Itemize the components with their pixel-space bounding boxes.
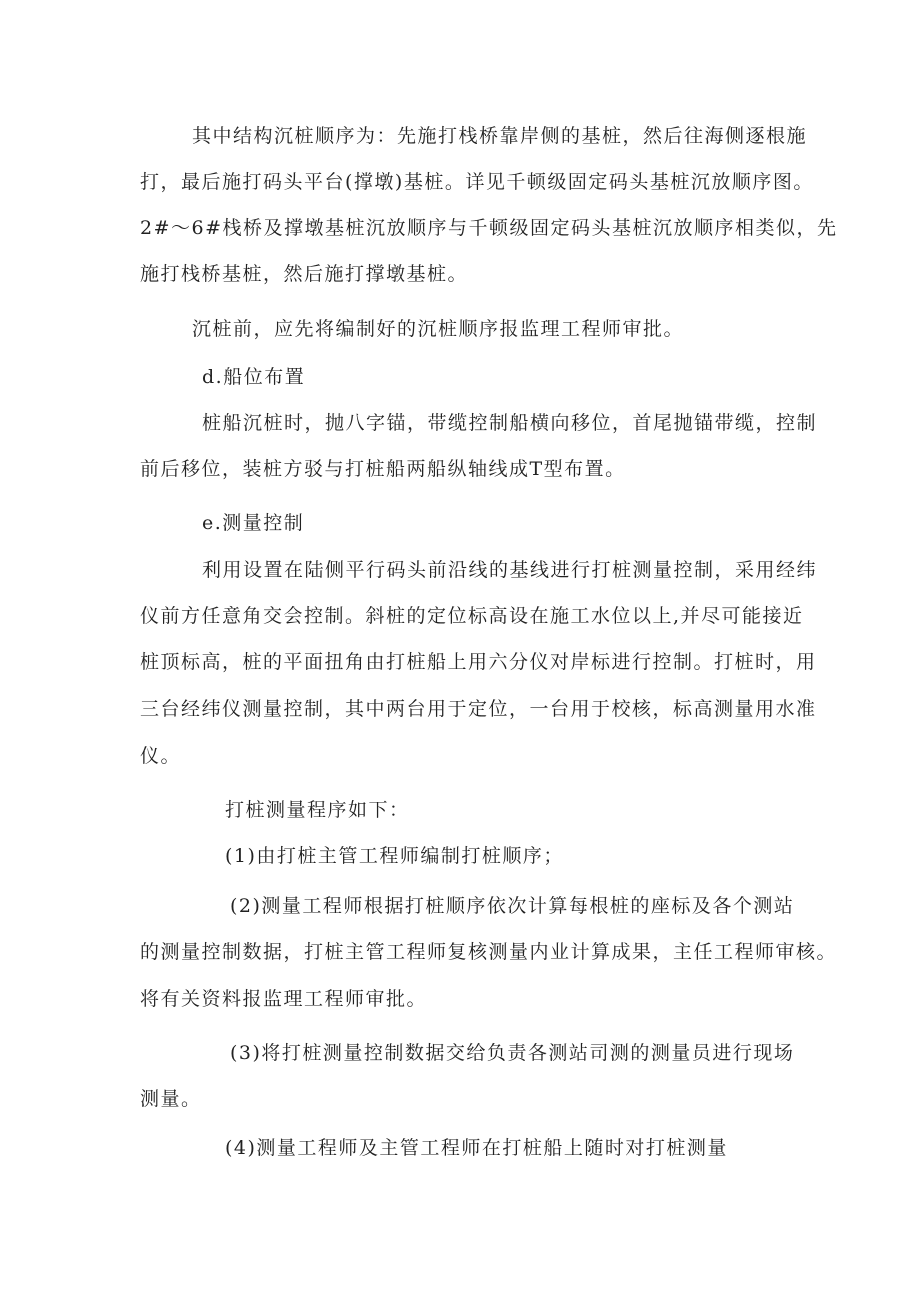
paragraph-5-line-3: 桩顶标高，桩的平面扭角由打桩船上用六分仪对岸标进行控制。打桩时，用	[140, 651, 817, 673]
paragraph-2-line-1: 2#～6#栈桥及撑墩基桩沉放顺序与千顿级固定码头基桩沉放顺序相类似，先	[140, 217, 838, 239]
paragraph-4-line-1: 桩船沉桩时，抛八字锚，带缆控制船横向移位，首尾抛锚带缆，控制	[202, 412, 818, 434]
paragraph-1-line-1: 其中结构沉桩顺序为：先施打栈桥靠岸侧的基桩，然后往海侧逐根施	[192, 125, 808, 147]
section-heading-e: e.测量控制	[202, 512, 305, 534]
procedure-intro: 打桩测量程序如下：	[225, 799, 410, 821]
paragraph-5-line-1: 利用设置在陆侧平行码头前沿线的基线进行打桩测量控制，采用经纬	[202, 559, 818, 581]
procedure-step-2-line-2: 的测量控制数据，打桩主管工程师复核测量内业计算成果，主任工程师审核。	[140, 941, 838, 963]
procedure-step-3-line-2: 测量。	[140, 1088, 202, 1110]
procedure-step-1: (1)由打桩主管工程师编制打桩顺序；	[225, 845, 564, 867]
procedure-step-2-line-3: 将有关资料报监理工程师审批。	[140, 988, 428, 1010]
procedure-step-3-line-1: (3)将打桩测量控制数据交给负责各测站司测的测量员进行现场	[230, 1042, 795, 1064]
paragraph-4-line-2: 前后移位，装桩方驳与打桩船两船纵轴线成T型布置。	[140, 458, 626, 480]
paragraph-3: 沉桩前，应先将编制好的沉桩顺序报监理工程师审批。	[192, 318, 685, 340]
procedure-step-4: (4)测量工程师及主管工程师在打桩船上随时对打桩测量	[225, 1137, 728, 1159]
paragraph-5-line-2: 仪前方任意角交会控制。斜桩的定位标高设在施工水位以上,并尽可能接近	[140, 605, 804, 627]
section-heading-d: d.船位布置	[202, 366, 306, 388]
paragraph-5-line-5: 仪。	[140, 745, 182, 767]
paragraph-1-line-2: 打，最后施打码头平台(撑墩)基桩。详见千顿级固定码头基桩沉放顺序图。	[140, 171, 814, 193]
procedure-step-2-line-1: (2)测量工程师根据打桩顺序依次计算每根桩的座标及各个测站	[230, 895, 795, 917]
paragraph-5-line-4: 三台经纬仪测量控制，其中两台用于定位，一台用于校核，标高测量用水准	[140, 698, 817, 720]
paragraph-2-line-2: 施打栈桥基桩，然后施打撑墩基桩。	[140, 263, 469, 285]
